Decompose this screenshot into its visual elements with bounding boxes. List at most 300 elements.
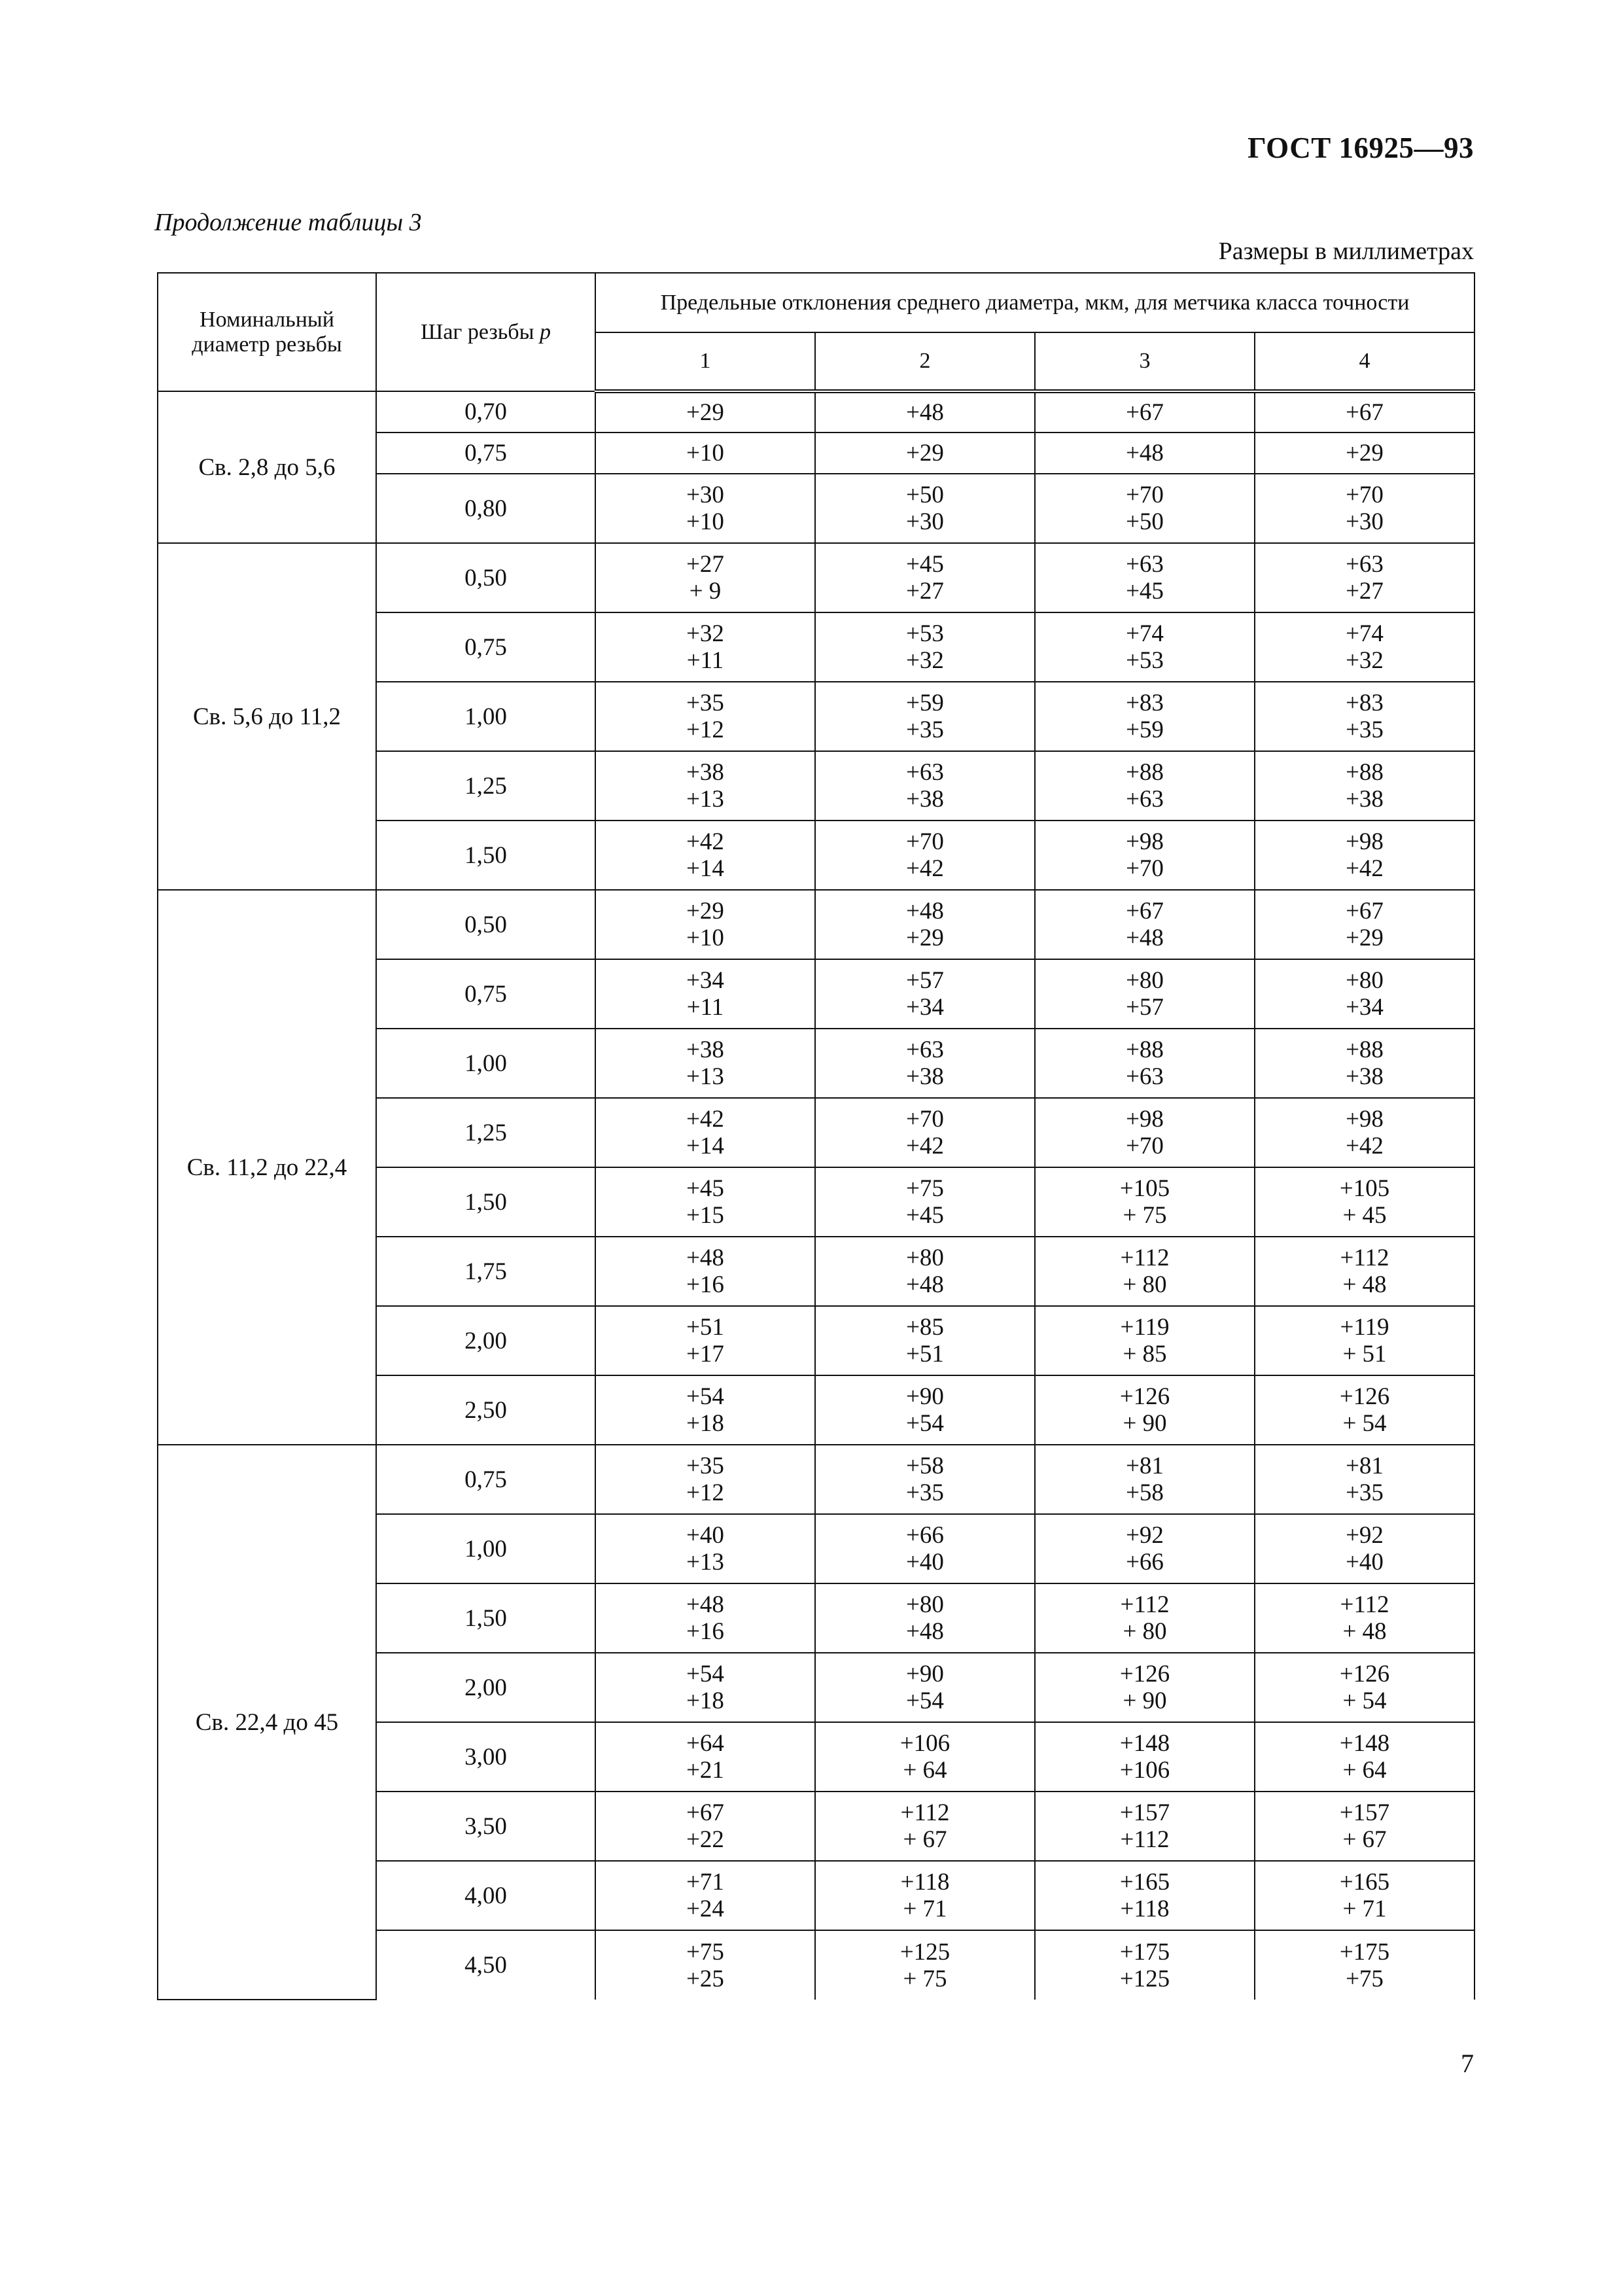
lower-deviation: +18 [686,1410,724,1437]
upper-deviation: +165 [1339,1869,1390,1896]
deviation-cell-class-1 [595,959,815,1029]
deviation-cell-class-4 [1255,1306,1475,1375]
lower-deviation: +45 [906,1202,944,1229]
deviation-cell-class-4 [1255,1792,1475,1861]
lower-deviation: +40 [906,1549,944,1576]
upper-deviation: +92 [1346,1522,1384,1549]
diameter-range-cell: Св. 11,2 до 22,4 [158,890,376,1445]
lower-deviation: + 64 [903,1757,947,1784]
lower-deviation: +125 [1119,1965,1170,1992]
pitch-cell: 1,25 [376,1098,595,1167]
deviation-cell-class-1 [595,751,815,821]
lower-deviation: + 64 [1342,1757,1387,1784]
upper-deviation: +125 [899,1938,951,1966]
upper-deviation: +75 [686,1938,724,1966]
lower-deviation: + 90 [1123,1410,1167,1437]
upper-deviation: +42 [686,1106,724,1133]
deviation-cell-class-4 [1255,1375,1475,1445]
upper-deviation: +175 [1339,1938,1390,1966]
upper-deviation: +112 [900,1799,950,1826]
pitch-cell: 4,50 [376,1930,595,2000]
lower-deviation: +42 [1346,1133,1384,1159]
deviation-cell-class-4 [1255,612,1475,682]
deviation-cell-class-2 [815,1098,1035,1167]
upper-deviation: +148 [1119,1730,1170,1757]
deviation-cell-class-1 [595,1375,815,1445]
upper-deviation: +80 [1346,967,1384,994]
upper-deviation: +112 [1340,1591,1389,1618]
lower-deviation: + 90 [1123,1687,1167,1714]
deviation-cell-class-2 [815,1792,1035,1861]
deviation-cell-class-3 [1035,1930,1255,2000]
deviation-cell-class-3 [1035,821,1255,890]
table-row [158,391,1475,433]
lower-deviation: +38 [1346,786,1384,813]
upper-deviation: +48 [1126,440,1164,467]
upper-deviation: +10 [686,440,724,467]
header-deviations: Предельные отклонения среднего диаметра, мкм, для метчика класса точности [595,273,1475,332]
lower-deviation: +15 [686,1202,724,1229]
deviation-cell-class-4 [1255,1445,1475,1514]
lower-deviation: +53 [1126,647,1164,674]
lower-deviation: + 54 [1342,1410,1387,1437]
upper-deviation: +90 [906,1661,944,1687]
upper-deviation: +175 [1119,1938,1170,1966]
deviation-cell-class-1 [595,1445,815,1514]
deviation-cell-class-1 [595,1583,815,1653]
upper-deviation: +126 [1339,1383,1390,1410]
header-class-1: 1 [595,332,815,391]
lower-deviation: +50 [1126,508,1164,535]
units-note: Размеры в миллиметрах [1218,238,1474,265]
lower-deviation: +35 [906,716,944,743]
deviation-cell-class-4 [1255,1930,1475,2000]
pitch-cell: 1,75 [376,1237,595,1306]
lower-deviation: +10 [686,925,724,951]
upper-deviation: +29 [1346,440,1384,467]
upper-deviation: +63 [906,1036,944,1063]
deviation-cell-class-1 [595,1167,815,1237]
deviation-cell-class-1 [595,1306,815,1375]
lower-deviation: +38 [906,786,944,813]
lower-deviation: +30 [1346,508,1384,535]
upper-deviation: +63 [906,759,944,786]
deviation-cell-class-2 [815,1514,1035,1583]
upper-deviation: +75 [906,1175,944,1202]
header-class-2: 2 [815,332,1035,391]
deviation-cell-class-1 [595,1930,815,2000]
upper-deviation: +105 [1119,1175,1170,1202]
upper-deviation: +38 [686,759,724,786]
deviation-cell-class-2 [815,1167,1035,1237]
upper-deviation: +118 [900,1869,950,1896]
deviation-cell-class-4 [1255,474,1475,543]
lower-deviation: +45 [1126,578,1164,605]
deviation-cell-class-2 [815,890,1035,959]
upper-deviation: +45 [686,1175,724,1202]
header-nominal-diameter: Номинальный диаметр резьбы [158,273,376,391]
lower-deviation: +11 [686,994,724,1021]
upper-deviation: +90 [906,1383,944,1410]
header-thread-pitch [376,273,595,391]
deviation-cell-class-4 [1255,1722,1475,1792]
pitch-cell: 1,00 [376,1514,595,1583]
deviation-cell-class-3 [1035,1722,1255,1792]
lower-deviation: +18 [686,1687,724,1714]
deviation-cell-class-4 [1255,1653,1475,1722]
deviation-cell-class-1 [595,474,815,543]
upper-deviation: +106 [899,1730,951,1757]
deviation-cell-class-3 [1035,1375,1255,1445]
deviation-cell-class-3 [1035,612,1255,682]
deviation-cell-class-1 [595,391,815,433]
upper-deviation: +40 [686,1522,724,1549]
upper-deviation: +54 [686,1383,724,1410]
lower-deviation: +38 [906,1063,944,1090]
upper-deviation: +63 [1126,551,1164,578]
upper-deviation: +126 [1119,1383,1170,1410]
upper-deviation: +85 [906,1314,944,1341]
deviation-cell-class-2 [815,751,1035,821]
pitch-cell: 3,00 [376,1722,595,1792]
lower-deviation: +54 [906,1410,944,1437]
upper-deviation: +48 [906,399,944,426]
header-class-4: 4 [1255,332,1475,391]
lower-deviation: +42 [1346,855,1384,882]
deviation-cell-class-2 [815,543,1035,612]
lower-deviation: + 67 [1342,1826,1387,1853]
upper-deviation: +83 [1126,690,1164,716]
upper-deviation: +119 [1340,1314,1389,1341]
deviation-cell-class-3 [1035,682,1255,751]
lower-deviation: +13 [686,1063,724,1090]
deviation-cell-class-3 [1035,1237,1255,1306]
deviation-cell-class-2 [815,1653,1035,1722]
lower-deviation: +32 [1346,647,1384,674]
deviation-cell-class-3 [1035,1306,1255,1375]
deviation-cell-class-4 [1255,959,1475,1029]
diameter-range-cell: Св. 5,6 до 11,2 [158,543,376,890]
deviation-cell-class-4 [1255,1514,1475,1583]
upper-deviation: +98 [1346,828,1384,855]
lower-deviation: +66 [1126,1549,1164,1576]
pitch-cell: 0,70 [376,391,595,433]
upper-deviation: +92 [1126,1522,1164,1549]
lower-deviation: +14 [686,855,724,882]
deviation-cell-class-4 [1255,1098,1475,1167]
header-thread-pitch-text: Шаг резьбы [421,319,534,344]
lower-deviation: +57 [1126,994,1164,1021]
upper-deviation: +48 [686,1245,724,1271]
deviation-cell-class-2 [815,474,1035,543]
upper-deviation: +112 [1120,1245,1170,1271]
table-header [158,273,1475,391]
upper-deviation: +64 [686,1730,724,1757]
upper-deviation: +34 [686,967,724,994]
table-row [158,1445,1475,1514]
deviation-cell-class-3 [1035,1653,1255,1722]
lower-deviation: +34 [1346,994,1384,1021]
deviation-cell-class-2 [815,682,1035,751]
deviation-cell-class-4 [1255,543,1475,612]
upper-deviation: +67 [1126,399,1164,426]
deviation-cell-class-1 [595,433,815,474]
upper-deviation: +126 [1339,1661,1390,1687]
upper-deviation: +126 [1119,1661,1170,1687]
deviation-cell-class-4 [1255,433,1475,474]
lower-deviation: +11 [686,647,724,674]
deviation-cell-class-2 [815,1722,1035,1792]
table-row [158,543,1475,612]
upper-deviation: +67 [1346,898,1384,925]
upper-deviation: +48 [686,1591,724,1618]
upper-deviation: +80 [1126,967,1164,994]
lower-deviation: + 80 [1123,1271,1167,1298]
upper-deviation: +29 [686,898,724,925]
deviation-cell-class-1 [595,821,815,890]
deviation-cell-class-4 [1255,1167,1475,1237]
deviation-cell-class-1 [595,1792,815,1861]
upper-deviation: +30 [686,482,724,508]
lower-deviation: +70 [1126,1133,1164,1159]
deviation-cell-class-3 [1035,1029,1255,1098]
deviation-cell-class-2 [815,612,1035,682]
upper-deviation: +74 [1346,620,1384,647]
upper-deviation: +74 [1126,620,1164,647]
deviation-cell-class-1 [595,682,815,751]
deviation-cell-class-3 [1035,391,1255,433]
pitch-cell: 1,00 [376,1029,595,1098]
lower-deviation: + 75 [1123,1202,1167,1229]
lower-deviation: +32 [906,647,944,674]
deviation-cell-class-3 [1035,1514,1255,1583]
deviation-cell-class-4 [1255,821,1475,890]
deviation-cell-class-3 [1035,543,1255,612]
upper-deviation: +80 [906,1591,944,1618]
lower-deviation: + 45 [1342,1202,1387,1229]
lower-deviation: +22 [686,1826,724,1853]
lower-deviation: +106 [1119,1757,1170,1784]
deviation-cell-class-1 [595,612,815,682]
deviation-cell-class-4 [1255,391,1475,433]
upper-deviation: +70 [1346,482,1384,508]
upper-deviation: +66 [906,1522,944,1549]
lower-deviation: +17 [686,1341,724,1368]
lower-deviation: +30 [906,508,944,535]
deviation-cell-class-2 [815,391,1035,433]
upper-deviation: +98 [1126,828,1164,855]
pitch-cell: 1,50 [376,1583,595,1653]
lower-deviation: + 51 [1342,1341,1387,1368]
lower-deviation: +42 [906,855,944,882]
deviation-cell-class-3 [1035,1861,1255,1930]
upper-deviation: +70 [906,1106,944,1133]
upper-deviation: +80 [906,1245,944,1271]
deviation-cell-class-4 [1255,1583,1475,1653]
deviation-cell-class-2 [815,1375,1035,1445]
upper-deviation: +67 [1346,399,1384,426]
deviation-cell-class-4 [1255,682,1475,751]
deviation-cell-class-3 [1035,890,1255,959]
lower-deviation: +29 [1346,925,1384,951]
pitch-cell: 0,75 [376,612,595,682]
upper-deviation: +81 [1346,1453,1384,1479]
lower-deviation: +42 [906,1133,944,1159]
lower-deviation: +27 [1346,578,1384,605]
pitch-cell: 0,80 [376,474,595,543]
upper-deviation: +67 [686,1799,724,1826]
lower-deviation: +48 [906,1618,944,1645]
lower-deviation: +27 [906,578,944,605]
upper-deviation: +32 [686,620,724,647]
deviation-cell-class-2 [815,821,1035,890]
lower-deviation: +12 [686,1479,724,1506]
upper-deviation: +98 [1126,1106,1164,1133]
upper-deviation: +157 [1339,1799,1390,1826]
lower-deviation: +16 [686,1618,724,1645]
upper-deviation: +88 [1346,759,1384,786]
lower-deviation: +13 [686,1549,724,1576]
upper-deviation: +38 [686,1036,724,1063]
upper-deviation: +54 [686,1661,724,1687]
diameter-range-cell: Св. 2,8 до 5,6 [158,391,376,543]
lower-deviation: +40 [1346,1549,1384,1576]
upper-deviation: +112 [1340,1245,1389,1271]
lower-deviation: +16 [686,1271,724,1298]
lower-deviation: +25 [686,1965,724,1992]
deviation-cell-class-4 [1255,751,1475,821]
pitch-cell: 3,50 [376,1792,595,1861]
upper-deviation: +35 [686,690,724,716]
pitch-cell: 0,75 [376,1445,595,1514]
upper-deviation: +112 [1120,1591,1170,1618]
pitch-cell: 2,00 [376,1306,595,1375]
upper-deviation: +58 [906,1453,944,1479]
lower-deviation: +70 [1126,855,1164,882]
upper-deviation: +29 [686,399,724,426]
lower-deviation: +29 [906,925,944,951]
deviation-cell-class-1 [595,1098,815,1167]
lower-deviation: +35 [1346,716,1384,743]
table-caption: Продолжение таблицы 3 [154,209,422,236]
deviation-cell-class-1 [595,1237,815,1306]
upper-deviation: +88 [1126,759,1164,786]
upper-deviation: +59 [906,690,944,716]
deviation-cell-class-3 [1035,1445,1255,1514]
upper-deviation: +148 [1339,1730,1390,1757]
deviation-cell-class-3 [1035,751,1255,821]
deviation-cell-class-1 [595,543,815,612]
lower-deviation: +59 [1126,716,1164,743]
lower-deviation: +24 [686,1896,724,1922]
lower-deviation: + 80 [1123,1618,1167,1645]
upper-deviation: +71 [686,1869,724,1896]
lower-deviation: +48 [906,1271,944,1298]
deviation-cell-class-2 [815,1306,1035,1375]
lower-deviation: +10 [686,508,724,535]
upper-deviation: +70 [906,828,944,855]
deviation-cell-class-3 [1035,1098,1255,1167]
deviation-cell-class-3 [1035,1167,1255,1237]
upper-deviation: +42 [686,828,724,855]
deviation-cell-class-2 [815,1445,1035,1514]
lower-deviation: + 71 [1342,1896,1387,1922]
lower-deviation: +34 [906,994,944,1021]
deviation-cell-class-1 [595,890,815,959]
upper-deviation: +98 [1346,1106,1384,1133]
upper-deviation: +88 [1126,1036,1164,1063]
upper-deviation: +88 [1346,1036,1384,1063]
deviation-cell-class-2 [815,1237,1035,1306]
pitch-cell: 1,00 [376,682,595,751]
pitch-cell: 2,50 [376,1375,595,1445]
lower-deviation: +58 [1126,1479,1164,1506]
upper-deviation: +67 [1126,898,1164,925]
lower-deviation: +14 [686,1133,724,1159]
deviation-cell-class-1 [595,1861,815,1930]
tolerance-table [157,272,1475,2000]
standard-number: ГОСТ 16925—93 [1248,132,1474,164]
table-row [158,890,1475,959]
upper-deviation: +165 [1119,1869,1170,1896]
deviation-cell-class-4 [1255,890,1475,959]
upper-deviation: +27 [686,551,724,578]
upper-deviation: +119 [1120,1314,1170,1341]
deviation-cell-class-1 [595,1514,815,1583]
lower-deviation: +63 [1126,1063,1164,1090]
table-body [158,391,1475,2000]
pitch-cell: 4,00 [376,1861,595,1930]
upper-deviation: +70 [1126,482,1164,508]
page-number: 7 [1461,2049,1474,2078]
upper-deviation: +157 [1119,1799,1170,1826]
pitch-cell: 0,50 [376,890,595,959]
lower-deviation: + 67 [903,1826,947,1853]
lower-deviation: +12 [686,716,724,743]
lower-deviation: +63 [1126,786,1164,813]
upper-deviation: +51 [686,1314,724,1341]
lower-deviation: +38 [1346,1063,1384,1090]
pitch-symbol: p [539,319,551,344]
upper-deviation: +45 [906,551,944,578]
upper-deviation: +48 [906,898,944,925]
deviation-cell-class-2 [815,1930,1035,2000]
lower-deviation: +118 [1120,1896,1170,1922]
upper-deviation: +81 [1126,1453,1164,1479]
upper-deviation: +29 [906,440,944,467]
deviation-cell-class-1 [595,1029,815,1098]
lower-deviation: + 54 [1342,1687,1387,1714]
deviation-cell-class-3 [1035,1583,1255,1653]
deviation-cell-class-3 [1035,433,1255,474]
header-class-3: 3 [1035,332,1255,391]
deviation-cell-class-2 [815,1861,1035,1930]
pitch-cell: 1,50 [376,1167,595,1237]
pitch-cell: 2,00 [376,1653,595,1722]
pitch-cell: 1,50 [376,821,595,890]
deviation-cell-class-1 [595,1722,815,1792]
deviation-cell-class-2 [815,1583,1035,1653]
lower-deviation: +35 [906,1479,944,1506]
upper-deviation: +35 [686,1453,724,1479]
lower-deviation: +13 [686,786,724,813]
upper-deviation: +57 [906,967,944,994]
deviation-cell-class-3 [1035,959,1255,1029]
pitch-cell: 0,75 [376,433,595,474]
upper-deviation: +63 [1346,551,1384,578]
lower-deviation: + 48 [1342,1618,1387,1645]
lower-deviation: + 85 [1123,1341,1167,1368]
